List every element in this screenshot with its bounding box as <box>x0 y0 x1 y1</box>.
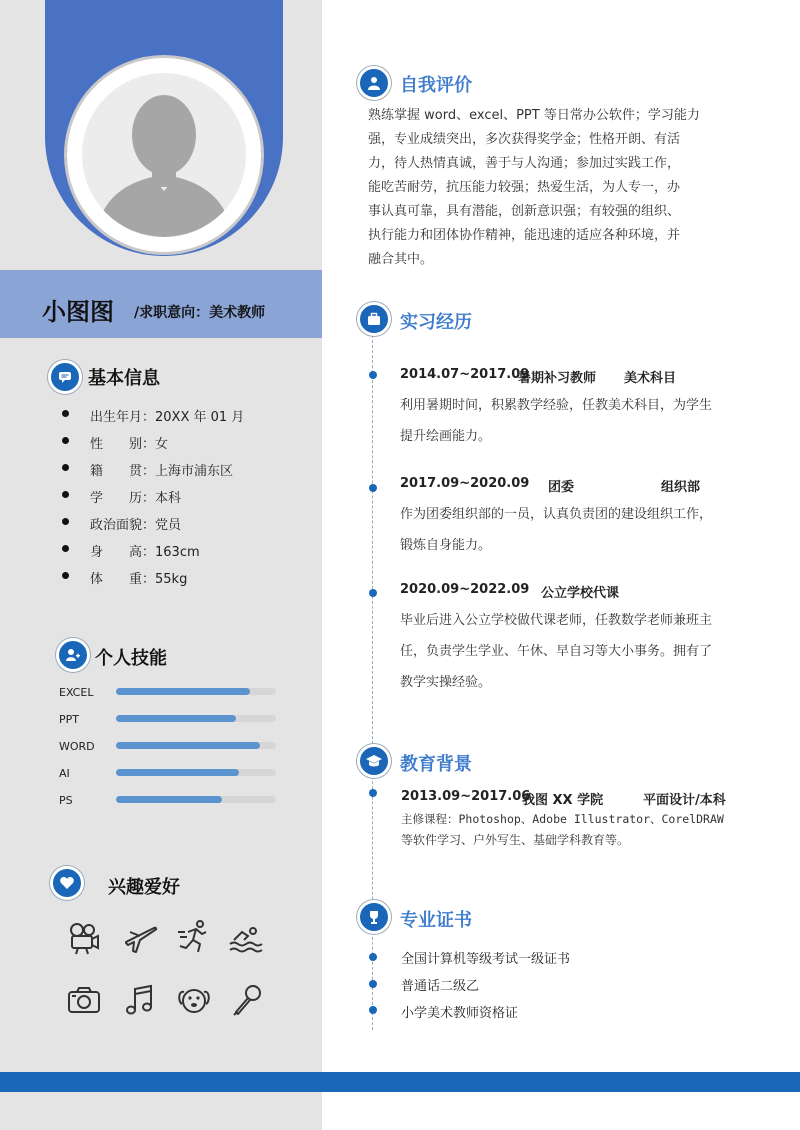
info-row <box>90 487 181 506</box>
certificate-item: 普通话二级乙 <box>401 979 480 994</box>
timeline-dot <box>369 980 377 988</box>
avatar-silhouette-icon <box>82 73 246 237</box>
info-value: 女 <box>155 437 169 452</box>
candidate-name: 小图图 <box>42 298 114 326</box>
skill-label: AI <box>59 767 70 780</box>
swimming-icon <box>228 920 264 956</box>
skill-label: EXCEL <box>59 686 94 699</box>
self-eval-line: 融合其中。 <box>368 252 434 267</box>
briefcase-icon <box>357 302 391 336</box>
edu-school: 我图 XX 学院 <box>522 793 604 808</box>
certificate-item: 小学美术教师资格证 <box>401 1006 519 1021</box>
info-value: 20XX 年 01 月 <box>155 410 245 425</box>
sidebar-footer <box>0 1092 322 1130</box>
camera-icon <box>66 982 102 1018</box>
info-label: 体 重： <box>90 572 156 587</box>
entry-dept: 美术科目 <box>624 371 677 386</box>
skill-label: PPT <box>59 713 79 726</box>
skill-label: WORD <box>59 740 95 753</box>
edu-date: 2013.09~2017.06 <box>401 789 531 804</box>
skill-label: PS <box>59 794 73 807</box>
running-icon <box>176 918 212 954</box>
info-value: 党员 <box>155 518 182 533</box>
hobbies-title: 兴趣爱好 <box>108 877 180 898</box>
entry-line: 利用暑期时间，积累教学经验，任教美术科目，为学生 <box>400 398 713 413</box>
trophy-icon <box>357 900 391 934</box>
self-eval-line: 能吃苦耐劳，抗压能力较强；热爱生活，为人专一，办 <box>368 180 681 195</box>
entry-role: 暑期补习教师 <box>518 371 597 386</box>
dog-icon <box>176 982 212 1018</box>
info-label: 籍 贯： <box>90 464 156 479</box>
profile-icon <box>357 66 391 100</box>
timeline-dot <box>369 484 377 492</box>
self-eval-line: 熟练掌握 word、excel、PPT 等日常办公软件；学习能力 <box>368 108 700 123</box>
entry-line: 教学实操经验。 <box>400 675 492 690</box>
bullet-icon <box>62 464 69 471</box>
skill-bar-track <box>116 715 276 722</box>
microphone-icon <box>230 982 266 1018</box>
info-label: 性 别： <box>90 437 156 452</box>
skill-bar-fill <box>116 796 222 803</box>
education-title: 教育背景 <box>400 754 472 775</box>
skill-bar-track <box>116 688 276 695</box>
entry-line: 锻炼自身能力。 <box>400 538 492 553</box>
bullet-icon <box>62 410 69 417</box>
film-camera-icon <box>66 920 102 956</box>
info-value: 163cm <box>155 545 200 560</box>
timeline-dot <box>369 371 377 379</box>
footer-bar <box>0 1072 800 1092</box>
timeline-dot <box>369 953 377 961</box>
skill-bar-fill <box>116 715 236 722</box>
self-eval-line: 执行能力和团体协作精神，能迅速的适应各种环境，并 <box>368 228 681 243</box>
entry-date: 2017.09~2020.09 <box>400 476 530 491</box>
entry-description <box>400 605 740 698</box>
job-intent: /求职意向：美术教师 <box>134 305 266 321</box>
add-user-icon <box>56 638 90 672</box>
edu-courses <box>401 809 724 851</box>
entry-description <box>400 390 740 452</box>
self-eval-line: 力，待人热情真诚，善于与人沟通；参加过实践工作， <box>368 156 681 171</box>
avatar <box>82 73 246 237</box>
timeline-dot <box>369 789 377 797</box>
heart-icon <box>50 866 84 900</box>
bullet-icon <box>62 491 69 498</box>
basic-info-title: 基本信息 <box>88 368 160 389</box>
info-label: 学 历： <box>90 491 156 506</box>
skill-bar-track <box>116 742 276 749</box>
bullet-icon <box>62 437 69 444</box>
info-value: 本科 <box>155 491 182 506</box>
entry-description <box>400 499 740 561</box>
info-value: 55kg <box>155 572 188 587</box>
self-eval-line: 强，专业成绩突出，多次获得奖学金；性格开朗、有活 <box>368 132 681 147</box>
timeline-dot <box>369 589 377 597</box>
bullet-icon <box>62 518 69 525</box>
info-row <box>90 460 233 479</box>
certificate-item: 全国计算机等级考试一级证书 <box>401 952 571 967</box>
entry-date: 2014.07~2017.09 <box>400 367 530 382</box>
info-row <box>90 514 181 533</box>
self-eval-title: 自我评价 <box>400 75 472 96</box>
certificates-title: 专业证书 <box>400 910 472 931</box>
info-row <box>90 406 244 425</box>
skill-bar-fill <box>116 742 260 749</box>
info-label: 出生年月： <box>90 410 156 425</box>
skill-bar-track <box>116 796 276 803</box>
info-row <box>90 568 187 587</box>
entry-role: 团委 <box>548 480 575 495</box>
info-row <box>90 541 200 560</box>
entry-dept: 组织部 <box>661 480 701 495</box>
bullet-icon <box>62 572 69 579</box>
internship-title: 实习经历 <box>400 312 472 333</box>
entry-line: 任，负责学生学业、午休、早自习等大小事务。拥有了 <box>400 644 713 659</box>
edu-course-line: 等软件学习、户外写生、基础学科教育等。 <box>401 833 630 847</box>
graduation-cap-icon <box>357 744 391 778</box>
self-eval-text <box>368 104 738 272</box>
info-label: 政治面貌： <box>90 518 156 533</box>
info-row <box>90 433 168 452</box>
music-note-icon <box>122 982 158 1018</box>
skill-bar-track <box>116 769 276 776</box>
entry-date: 2020.09~2022.09 <box>400 582 530 597</box>
self-eval-line: 事认真可靠，具有潜能，创新意识强；有较强的组织、 <box>368 204 681 219</box>
skill-bar-fill <box>116 769 239 776</box>
info-value: 上海市浦东区 <box>155 464 234 479</box>
entry-role: 公立学校代课 <box>541 586 620 601</box>
info-label: 身 高： <box>90 545 156 560</box>
entry-line: 毕业后进入公立学校做代课老师，任教数学老师兼班主 <box>400 613 713 628</box>
airplane-icon <box>122 920 158 956</box>
bullet-icon <box>62 545 69 552</box>
entry-line: 作为团委组织部的一员，认真负责团的建设组织工作， <box>400 507 713 522</box>
entry-line: 提升绘画能力。 <box>400 429 492 444</box>
chat-icon <box>48 360 82 394</box>
edu-major: 平面设计/本科 <box>643 793 726 808</box>
skill-bar-fill <box>116 688 250 695</box>
timeline-dot <box>369 1006 377 1014</box>
skills-title: 个人技能 <box>95 648 167 669</box>
edu-course-line: 主修课程：Photoshop、Adobe Illustrator、CorelDRAW <box>401 812 724 826</box>
